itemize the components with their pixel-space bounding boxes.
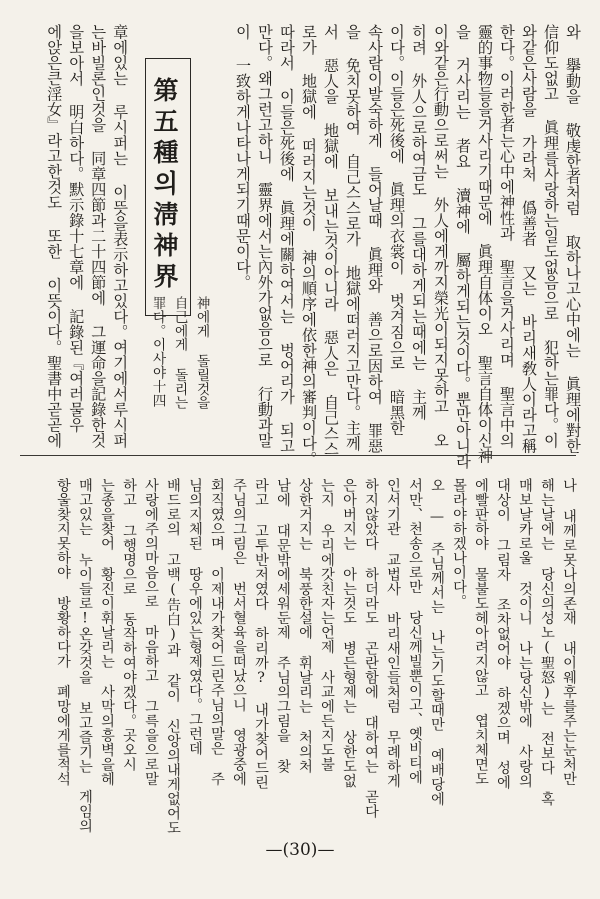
text-column: 와 擧動을 敬虔한者처럼 取하나고心中에는 眞理에對한 (564, 24, 582, 454)
text-column: 서 惡人을 地獄에 보내는것이아니라 惡人은 自己스스 (322, 24, 340, 457)
text-column: 은아버지는 아는것도 병든형제는 상한도없 (341, 478, 357, 788)
section-title: 第五種의淸神界 (150, 77, 179, 294)
text-column: 인서기관 교법사 바리새인들처럼 무례하게 (385, 478, 401, 788)
text-column: 님의지체된 땅우에있는형제였다。그런데 (187, 478, 203, 756)
text-column: 는지 우리에갓친자는언제 사교에든지도불 (319, 478, 335, 772)
text-column: 章에있는 루시퍼는 이뜻을表示하고있다。여기에서루시퍼 (111, 24, 130, 449)
text-column: 하고 그행명으로 동작하여야겠다。곳오시 (121, 478, 137, 772)
text-column: 히려 外人으로하여금도 그를대하게되는때에는 主께 (410, 24, 428, 420)
text-column: 罪다。이사야十四 (149, 296, 166, 408)
text-column: 오 — 주님께서는 나는기도할때만 예배당에 (429, 478, 445, 806)
text-column: 서만、천송으로만 당신께빌뿐이고、옛비티에 (407, 478, 423, 785)
section-divider (20, 455, 576, 456)
text-column: 한다。이러한者는心中에神性과 聖言을거사리며 聖言中의 (498, 24, 516, 449)
text-column: 는종을찾어 황진이휘날리는 사막의흥벽을헤 (99, 478, 115, 787)
text-column: 는바빌론인것을 同章四節과二十四節에 그運命을記錄한것 (89, 24, 108, 449)
text-column: 信仰도없고 眞理를사랑하는일도없음으로 犯하는罪다。이 (542, 24, 560, 449)
text-column: 매고있는 누이들로!온갖것을 보고즐기는 게임의 (77, 478, 93, 834)
text-column: 주님의그림은 번서혈육을떠났으니 영광중에 (231, 478, 247, 787)
text-column: 을 免치못하여 自己스스로가 地獄에떠러지고만다。主께 (344, 24, 362, 451)
text-column: 몰라야하겠나이다。 (451, 478, 467, 609)
text-column: 배드로의 고백(告白)과 같이 신앙의내게없어도 (165, 478, 181, 835)
text-column: 항울찾지못하야 방황하다가 폐망에게를적석 (55, 478, 71, 787)
text-column: 을보아서 明白하다。默示錄十七章에 記錄된『여러물우 (67, 24, 86, 433)
text-column: 회직였으며 이제내가찾어드린주님의말은 주 (209, 478, 225, 787)
text-column: 自己에게 돌리는 (171, 296, 188, 410)
text-column: 을 거사리는 者요 瀆神에 屬하게되는것이다。뿐만아니라 (454, 24, 472, 470)
text-column: 매보날카로울 것이니 나는당신밖에 사랑의 (517, 478, 533, 788)
text-column: 상한거지는 북풍한설에 휘날리는 처의처 (297, 478, 313, 774)
page-number: —(30)— (265, 840, 335, 860)
text-column: 이다。이들은死後에 眞理의衣裳이 벗겨짐으로 暗黑한 (388, 24, 406, 436)
text-column: 대상이 그림자 조차없어야 하겠으며 성에 (495, 478, 511, 790)
text-column: 하지않았다 하더라도 곤란함에 대하여는 곧다 (363, 478, 379, 819)
text-column: 따라서 이들은死後에 眞理에關하여서는 벙어리가 되고 (278, 24, 296, 454)
text-column: 로가 地獄에 떠러지는것이 神의順序에依한神의審判이다。 (300, 24, 318, 467)
text-column: 해는날에는 당신의성노(聖怒)는 전보다 혹 (539, 478, 555, 806)
text-column: 속사람이발숙하게 들어날때 眞理와 善으로因하여 罪惡 (366, 24, 384, 454)
text-column: 사랑에주의마음으로 마음하고 그륵을으로말 (143, 478, 159, 787)
text-column: 神에게 돌릴것을 (193, 296, 210, 410)
text-column: 에빨판하야 물불도헤아려지않고 엽치체면도 (473, 478, 489, 787)
text-column: 나 내께로못나의존재 내이웨후를주는눈처만 (561, 478, 577, 787)
text-column: 에앉은큰淫女』라고한것도 또한 이뜻이다。聖書中곧곧에 (45, 24, 64, 449)
section-title-box (145, 58, 191, 316)
text-column: 라고 고투반저였다 하리까? 내가찾어드린 (253, 478, 269, 790)
text-column: 와같은사람을 가라처 僞善者 又는 바리새敎人이라고稱 (520, 24, 538, 454)
text-column: 만다。왜그런고하니 靈界에서는內外가없음으로 行動과말 (256, 24, 274, 449)
text-column: 이 一致하게나타나게되기때문이다。 (234, 24, 252, 291)
text-column: 靈的事物들을거사리기때문에 眞理自体이오 聖言自体이신神 (476, 24, 494, 464)
text-column: 이와같은行動으로써는 外人에게까지榮光이되지못하고 오 (432, 24, 450, 449)
text-column: 남에 대문밖에세워둔제 주님의그림을 찾 (275, 478, 291, 774)
